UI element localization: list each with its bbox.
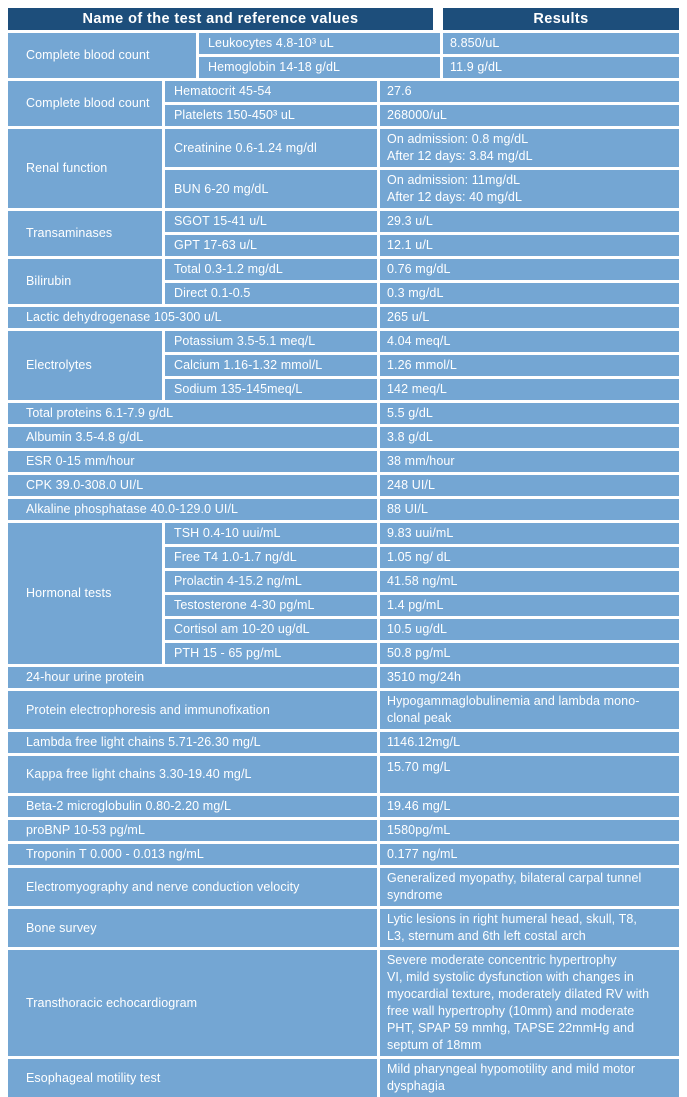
test-cell: [165, 619, 377, 640]
table-row: [165, 523, 679, 544]
test-label: SGOT 15-41 u/L: [174, 214, 267, 228]
result-line: 38 mm/hour: [387, 454, 455, 468]
result-line: 3510 mg/24h: [387, 670, 462, 684]
table-row: [165, 259, 679, 280]
test-cell: [8, 403, 377, 424]
table-row: [165, 129, 679, 167]
test-label: Lambda free light chains 5.71-26.30 mg/L: [26, 735, 261, 749]
test-cell: [165, 379, 377, 400]
test-cell: [165, 170, 377, 208]
header-results-col: Results: [443, 8, 679, 30]
row-group: [8, 81, 679, 126]
table-row: [165, 331, 679, 352]
table-row: [8, 691, 679, 729]
test-cell: [165, 571, 377, 592]
row-group: [8, 211, 679, 256]
test-label: TSH 0.4-10 uui/mL: [174, 526, 281, 540]
result-line: 1.26 mmol/L: [387, 358, 457, 372]
test-cell: [8, 868, 377, 906]
table-row: [8, 844, 679, 865]
test-label: Transthoracic echocardiogram: [26, 995, 198, 1010]
result-line: On admission: 11mg/dL: [387, 173, 521, 187]
group-rows: [165, 259, 679, 304]
result-cell: [380, 571, 679, 592]
test-cell: [8, 732, 377, 753]
result-line: free wall hypertrophy (10mm) and moderate: [387, 1004, 635, 1018]
test-label: Calcium 1.16-1.32 mmol/L: [174, 358, 323, 372]
result-line: 15.70 mg/L: [387, 760, 451, 774]
test-label: Potassium 3.5-5.1 meq/L: [174, 334, 316, 348]
row-group: [8, 129, 679, 208]
group-label-cell: [8, 259, 162, 304]
group-rows: [165, 331, 679, 400]
test-cell: [8, 756, 377, 793]
test-label: Electromyography and nerve conduction velocity: [26, 879, 300, 894]
test-cell: [165, 547, 377, 568]
test-cell: [8, 909, 377, 947]
result-cell: [380, 379, 679, 400]
test-cell: [8, 844, 377, 865]
result-line: septum of 18mm: [387, 1038, 482, 1052]
result-cell: [380, 909, 679, 947]
table-row: [8, 950, 679, 1056]
result-cell: [380, 403, 679, 424]
result-line: 88 UI/L: [387, 502, 429, 516]
result-cell: [380, 691, 679, 729]
result-cell: [380, 307, 679, 328]
result-line: 268000/uL: [387, 108, 447, 122]
group-rows: [165, 129, 679, 208]
table-row: [165, 235, 679, 256]
result-cell: [380, 355, 679, 376]
group-label: Hormonal tests: [26, 586, 112, 600]
test-label: CPK 39.0-308.0 UI/L: [26, 478, 144, 492]
row-group: [8, 259, 679, 304]
result-line: VI, mild systolic dysfunction with changes in: [387, 970, 634, 984]
group-rows: [165, 523, 679, 664]
result-line: 10.5 ug/dL: [387, 622, 448, 636]
result-line: 27.6: [387, 84, 412, 98]
test-cell: [165, 523, 377, 544]
result-cell: [380, 523, 679, 544]
test-label: Testosterone 4-30 pg/mL: [174, 598, 315, 612]
group-label-cell: [8, 211, 162, 256]
result-line: 41.58 ng/mL: [387, 574, 458, 588]
test-cell: [8, 475, 377, 496]
result-line: Hypogammaglobulinemia and lambda mono-: [387, 694, 640, 708]
row-group: [8, 523, 679, 664]
result-cell: [380, 756, 679, 793]
result-line: 29.3 u/L: [387, 214, 433, 228]
test-cell: [165, 283, 377, 304]
group-label-cell: [8, 523, 162, 664]
group-label-cell: [8, 129, 162, 208]
table-row: [165, 595, 679, 616]
test-label: Esophageal motility test: [26, 1070, 161, 1085]
test-label: Alkaline phosphatase 40.0-129.0 UI/L: [26, 502, 239, 516]
table-row: [8, 796, 679, 817]
result-line: 8.850/uL: [450, 36, 500, 50]
result-line: 12.1 u/L: [387, 238, 433, 252]
test-cell: [165, 129, 377, 167]
test-label: Platelets 150-450³ uL: [174, 108, 295, 122]
test-label: BUN 6-20 mg/dL: [174, 181, 269, 196]
result-line: 9.83 uui/mL: [387, 526, 454, 540]
test-label: 24-hour urine protein: [26, 670, 145, 684]
test-label: Leukocytes 4.8-10³ uL: [208, 36, 334, 50]
header-name-col: Name of the test and reference values: [8, 8, 433, 30]
test-cell: [8, 796, 377, 817]
result-line: 0.3 mg/dL: [387, 286, 444, 300]
test-label: Lactic dehydrogenase 105-300 u/L: [26, 310, 222, 324]
result-cell: [380, 643, 679, 664]
result-cell: [380, 950, 679, 1056]
test-label: Bone survey: [26, 920, 97, 935]
row-group: [8, 331, 679, 400]
table-row: [165, 170, 679, 208]
table-row: [8, 732, 679, 753]
group-rows: [165, 81, 679, 126]
test-label: Hematocrit 45-54: [174, 84, 272, 98]
test-cell: [165, 355, 377, 376]
result-cell: [380, 1059, 679, 1097]
result-cell: [380, 451, 679, 472]
test-cell: [8, 307, 377, 328]
group-label-cell: [8, 81, 162, 126]
result-line: 248 UI/L: [387, 478, 436, 492]
result-cell: [380, 595, 679, 616]
result-line: clonal peak: [387, 711, 452, 725]
result-cell: [380, 235, 679, 256]
table-row: [8, 667, 679, 688]
result-cell: [380, 619, 679, 640]
result-line: 50.8 pg/mL: [387, 646, 451, 660]
table-row: [165, 81, 679, 102]
test-label: ESR 0-15 mm/hour: [26, 454, 135, 468]
table-header-row: [8, 8, 679, 30]
result-cell: [380, 475, 679, 496]
test-cell: [8, 427, 377, 448]
result-cell: [380, 547, 679, 568]
result-line: 19.46 mg/L: [387, 799, 451, 813]
result-line: 1146.12mg/L: [387, 735, 461, 749]
result-cell: [380, 868, 679, 906]
test-label: Total 0.3-1.2 mg/dL: [174, 262, 283, 276]
table-row: [165, 547, 679, 568]
test-cell: [199, 57, 440, 78]
result-cell: [380, 170, 679, 208]
table-row: [8, 499, 679, 520]
group-label: Complete blood count: [26, 96, 150, 110]
test-cell: [8, 950, 377, 1056]
test-cell: [8, 451, 377, 472]
test-label: Hemoglobin 14-18 g/dL: [208, 60, 341, 74]
table-row: [165, 571, 679, 592]
test-cell: [165, 595, 377, 616]
table-row: [8, 451, 679, 472]
test-label: Creatinine 0.6-1.24 mg/dl: [174, 140, 317, 155]
test-label: proBNP 10-53 pg/mL: [26, 823, 145, 837]
table-row: [8, 403, 679, 424]
result-cell: [380, 820, 679, 841]
result-line: 265 u/L: [387, 310, 430, 324]
result-line: myocardial texture, moderately dilated RV with: [387, 987, 650, 1001]
test-label: Direct 0.1-0.5: [174, 286, 251, 300]
result-line: L3, sternum and 6th left costal arch: [387, 929, 586, 943]
result-cell: [443, 33, 679, 54]
result-cell: [380, 105, 679, 126]
result-cell: [380, 283, 679, 304]
result-cell: [380, 331, 679, 352]
table-body: [8, 33, 679, 1097]
table-row: [165, 283, 679, 304]
test-label: PTH 15 - 65 pg/mL: [174, 646, 282, 660]
result-cell: [380, 129, 679, 167]
group-label-cell: [8, 33, 196, 78]
result-line: dysphagia: [387, 1079, 445, 1093]
table-row: [165, 379, 679, 400]
test-label: Free T4 1.0-1.7 ng/dL: [174, 550, 297, 564]
result-cell: [380, 81, 679, 102]
result-line: 0.177 ng/mL: [387, 847, 458, 861]
test-cell: [165, 331, 377, 352]
table-row: [165, 643, 679, 664]
table-row: [199, 57, 679, 78]
group-label: Transaminases: [26, 226, 113, 240]
test-cell: [8, 820, 377, 841]
result-cell: [380, 427, 679, 448]
table-row: [8, 1059, 679, 1097]
group-rows: [165, 211, 679, 256]
result-cell: [443, 57, 679, 78]
test-label: Sodium 135-145meq/L: [174, 382, 303, 396]
test-cell: [165, 643, 377, 664]
table-row: [165, 355, 679, 376]
result-cell: [380, 211, 679, 232]
group-label: Renal function: [26, 161, 108, 175]
group-label-cell: [8, 331, 162, 400]
test-label: GPT 17-63 u/L: [174, 238, 258, 252]
test-label: Beta-2 microglobulin 0.80-2.20 mg/L: [26, 799, 232, 813]
result-cell: [380, 499, 679, 520]
group-label: Complete blood count: [26, 48, 150, 62]
test-label: Kappa free light chains 3.30-19.40 mg/L: [26, 767, 252, 781]
result-line: Lytic lesions in right humeral head, skull, T8,: [387, 912, 637, 926]
test-label: Troponin T 0.000 - 0.013 ng/mL: [26, 847, 204, 861]
table-row: [165, 619, 679, 640]
result-line: On admission: 0.8 mg/dL: [387, 132, 529, 146]
table-row: [8, 756, 679, 793]
result-line: PHT, SPAP 59 mmhg, TAPSE 22mmHg and: [387, 1021, 635, 1035]
test-label: Prolactin 4-15.2 ng/mL: [174, 574, 302, 588]
lab-results-table: [8, 8, 679, 1097]
result-line: After 12 days: 40 mg/dL: [387, 190, 523, 204]
test-cell: [165, 235, 377, 256]
group-label: Electrolytes: [26, 358, 92, 372]
table-row: [165, 105, 679, 126]
result-line: 1580pg/mL: [387, 823, 451, 837]
result-cell: [380, 844, 679, 865]
table-row: [199, 33, 679, 54]
result-line: Mild pharyngeal hypomotility and mild motor: [387, 1062, 636, 1076]
test-label: Total proteins 6.1-7.9 g/dL: [26, 406, 174, 420]
result-line: 4.04 meq/L: [387, 334, 451, 348]
test-cell: [8, 1059, 377, 1097]
group-rows: [199, 33, 679, 78]
test-label: Protein electrophoresis and immunofixation: [26, 702, 270, 717]
result-line: 3.8 g/dL: [387, 430, 433, 444]
result-line: 1.05 ng/ dL: [387, 550, 451, 564]
result-cell: [380, 732, 679, 753]
result-line: 11.9 g/dL: [450, 60, 503, 74]
table-row: [8, 820, 679, 841]
table-row: [8, 868, 679, 906]
result-line: 0.76 mg/dL: [387, 262, 451, 276]
test-cell: [165, 259, 377, 280]
result-cell: [380, 667, 679, 688]
result-line: Severe moderate concentric hypertrophy: [387, 953, 617, 967]
table-row: [8, 307, 679, 328]
test-cell: [8, 691, 377, 729]
result-line: 5.5 g/dL: [387, 406, 433, 420]
test-cell: [8, 667, 377, 688]
table-row: [8, 475, 679, 496]
table-row: [8, 909, 679, 947]
row-group: [8, 33, 679, 78]
result-line: After 12 days: 3.84 mg/dL: [387, 149, 533, 163]
test-label: Albumin 3.5-4.8 g/dL: [26, 430, 144, 444]
result-line: syndrome: [387, 888, 443, 902]
table-row: [8, 427, 679, 448]
result-cell: [380, 259, 679, 280]
table-row: [165, 211, 679, 232]
test-cell: [8, 499, 377, 520]
test-cell: [199, 33, 440, 54]
test-label: Cortisol am 10-20 ug/dL: [174, 622, 310, 636]
result-line: Generalized myopathy, bilateral carpal tunnel: [387, 871, 642, 885]
group-label: Bilirubin: [26, 274, 72, 288]
test-cell: [165, 211, 377, 232]
test-cell: [165, 105, 377, 126]
result-line: 142 meq/L: [387, 382, 447, 396]
result-cell: [380, 796, 679, 817]
result-line: 1.4 pg/mL: [387, 598, 444, 612]
test-cell: [165, 81, 377, 102]
